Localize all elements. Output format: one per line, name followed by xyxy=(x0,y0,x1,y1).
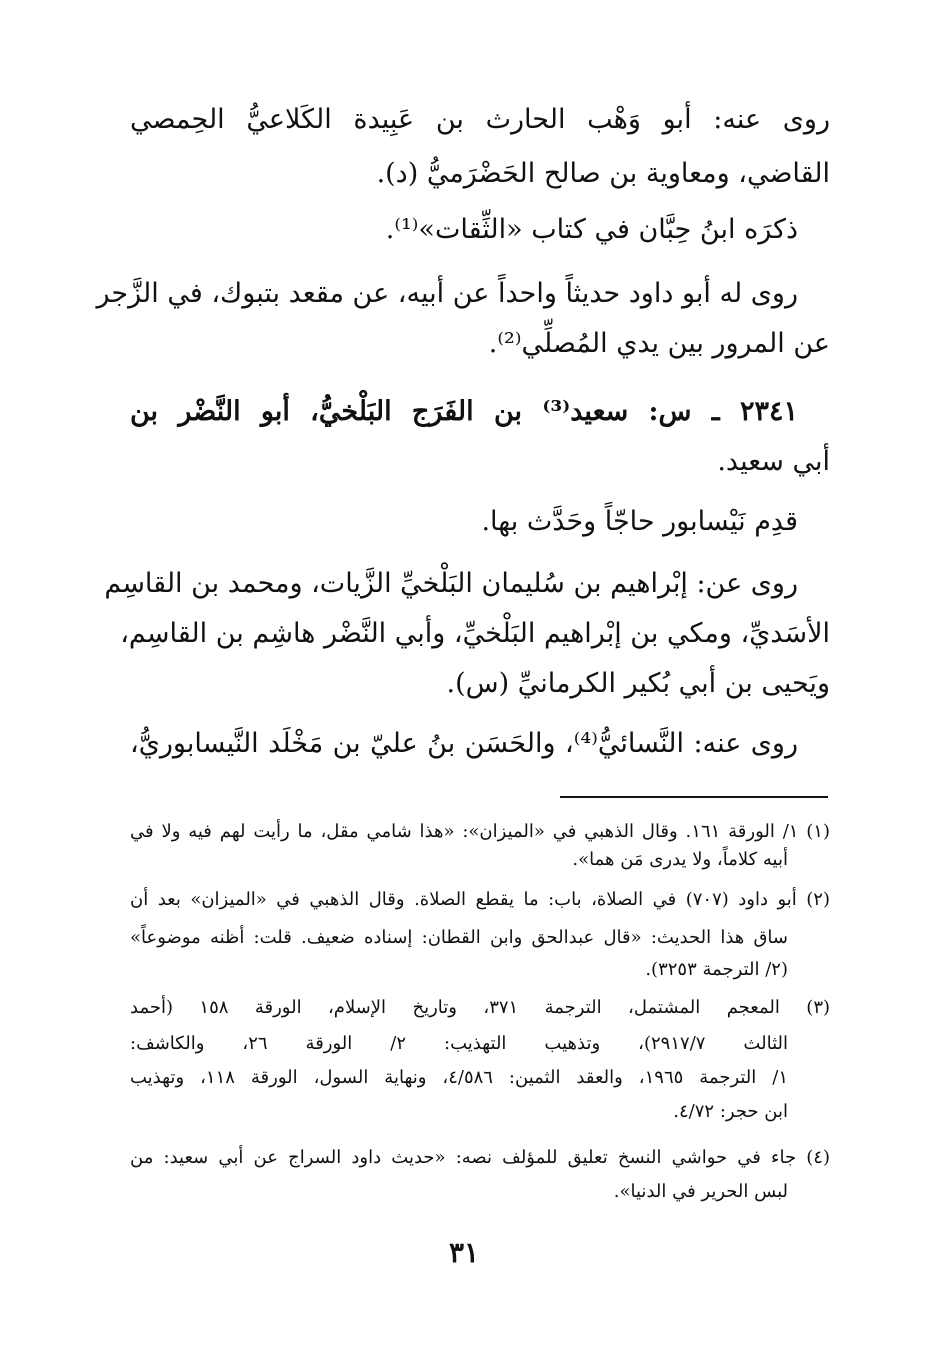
footnote-1-line-1: (١) ١/ الورقة ١٦١. وقال الذهبي في «الميزان»: «هذا شامي مقل، ما رأيت لهم فيه ولا في xyxy=(130,821,830,842)
footnote-3-line-1: (٣) المعجم المشتمل، الترجمة ٣٧١، وتاريخ الإسلام، الورقة ١٥٨ (أحمد xyxy=(130,997,831,1018)
footnote-3-line-2: الثالث ٢٩١٧/٧)، وتذهيب التهذيب: ٢/ الورقة ٢٦، والكاشف: xyxy=(130,1033,788,1054)
body-line-5: عن المرور بين يدي المُصلِّي⁽²⁾. xyxy=(488,328,830,359)
footnote-4-line-2: لبس الحرير في الدنيا». xyxy=(613,1181,788,1202)
footnote-2-line-2: ساق هذا الحديث: «قال عبدالحق وابن القطان: إسناده ضعيف. قلت: أظنه موضوعاً» xyxy=(130,927,788,948)
body-line-4: روى له أبو داود حديثاً واحداً عن أبيه، عن مقعد بتبوك، في الزَّجر xyxy=(96,278,798,309)
body-line-8: قدِم نَيْسابور حاجّاً وحَدَّث بها. xyxy=(481,506,798,537)
body-line-12: روى عنه: النَّسائيُّ⁽⁴⁾، والحَسَن بنُ عليّ بن مَخْلَد النَّيسابوريُّ، xyxy=(130,728,798,759)
footnote-3-line-3: ١/ الترجمة ١٩٦٥، والعقد الثمين: ٤/٥٨٦، ونهاية السول، الورقة ١١٨، وتهذيب xyxy=(130,1067,788,1088)
body-line-9: روى عن: إبْراهيم بن سُليمان البَلْخيِّ الزَّيات، ومحمد بن القاسِم xyxy=(104,568,798,599)
body-line-10: الأسَديِّ، ومكي بن إبْراهيم البَلْخيِّ، وأبي النَّضْر هاشِم بن القاسِم، xyxy=(120,618,830,649)
footnote-3-line-4: ابن حجر: ٤/٧٢. xyxy=(673,1101,788,1122)
page-number: ٣١ xyxy=(448,1236,480,1269)
footnote-2-line-1: (٢) أبو داود (٧٠٧) في الصلاة، باب: ما يقطع الصلاة. وقال الذهبي في «الميزان» بعد أن xyxy=(130,889,830,910)
body-line-11: ويَحيى بن أبي بُكير الكرمانيِّ (س). xyxy=(446,668,830,699)
entry-heading-2341: ٢٣٤١ ـ س: سعيد⁽³⁾ بن الفَرَج البَلْخيُّ، أبو النَّضْر بن xyxy=(130,396,798,427)
body-line-3: ذكرَه ابنُ حِبَّان في كتاب «الثِّقات»⁽¹⁾. xyxy=(385,214,798,245)
footnote-4-line-1: (٤) جاء في حواشي النسخ تعليق للمؤلف نصه: «حديث داود السراج عن أبي سعيد: من xyxy=(130,1147,830,1168)
footnote-1-line-2: أبيه كلاماً، ولا يدرى مَن هما». xyxy=(572,849,788,870)
body-line-2: القاضي، ومعاوية بن صالح الحَضْرَميُّ (د). xyxy=(376,158,830,189)
body-line-1: روى عنه: أبو وَهْب الحارث بن عَبِيدة الكَلاعيُّ الحِمصي xyxy=(130,104,830,135)
footnote-2-line-3: (٢/ الترجمة ٣٢٥٣). xyxy=(645,959,788,980)
body-line-7: أبي سعيد. xyxy=(717,446,830,477)
footnote-separator xyxy=(560,796,828,798)
